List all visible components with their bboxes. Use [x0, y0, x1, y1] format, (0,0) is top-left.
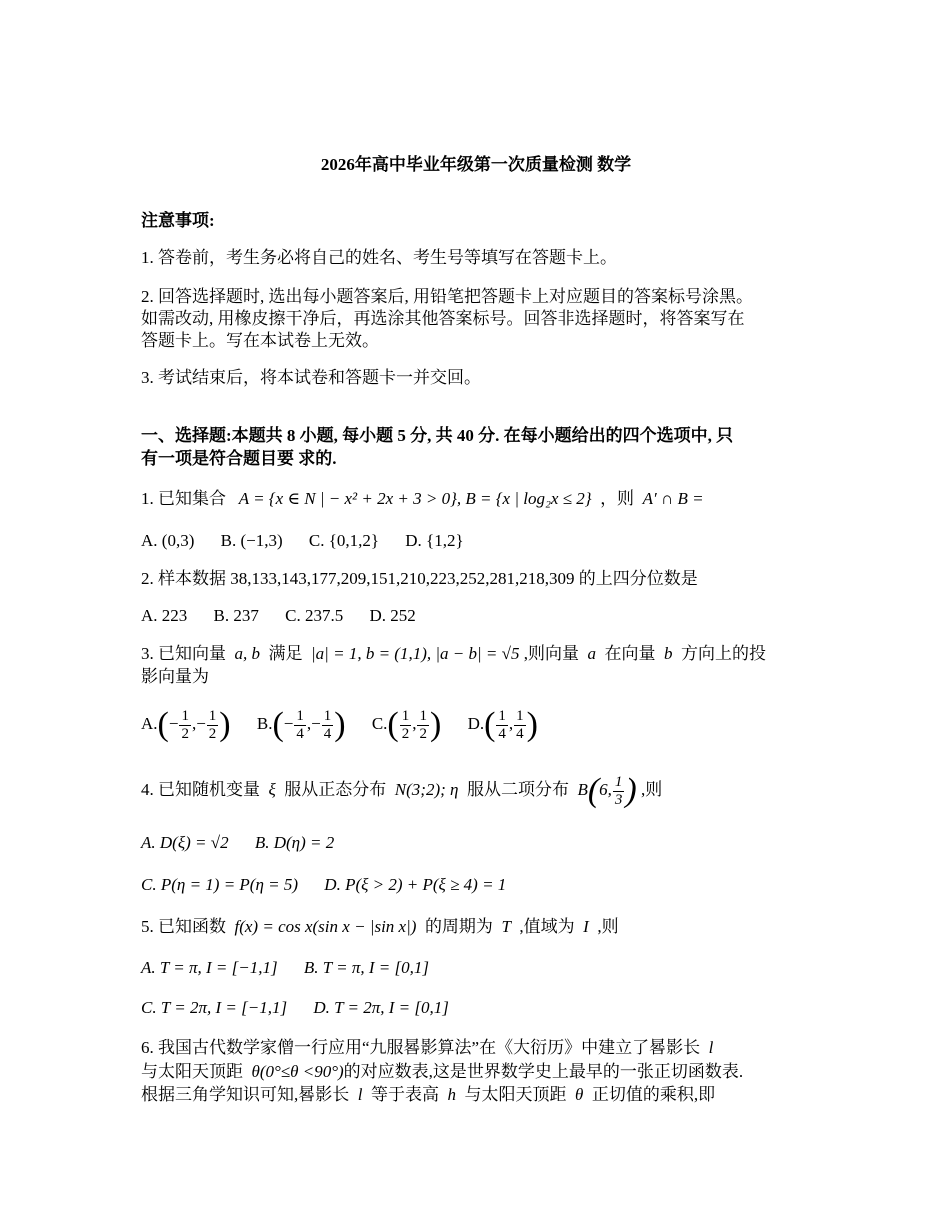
notice-item-3: 3. 考试结束后，将本试卷和答题卡一并交回。: [141, 368, 481, 387]
q2-option-a[interactable]: A. 223: [141, 606, 188, 625]
q1-expr: A′ ∩ B =: [642, 489, 704, 508]
section-heading-line-2: 有一项是符合题目要 求的.: [141, 449, 337, 468]
q4-binom: B(6, $\frac{1}{3}$ ): [577, 772, 637, 810]
q3-option-c[interactable]: C.( $\frac{1}{2}$ , $\frac{1}{2}$ ): [371, 706, 442, 744]
q4-option-a[interactable]: A. D(ξ) = √2: [141, 833, 229, 852]
q1-option-a[interactable]: A. (0,3): [141, 531, 195, 550]
q6-line-3-l: l: [357, 1085, 363, 1104]
q5-function: f(x) = cos x(sin x − |sin x|): [234, 917, 417, 936]
q6-line-2a: 与太阳天顶距: [141, 1062, 243, 1081]
q6-line-3a: 根据三角学知识可知,晷影长: [141, 1085, 350, 1104]
q3-option-a-label: A.: [141, 714, 158, 733]
notice-item-2-line-2: 如需改动, 用橡皮擦干净后，再选涂其他答案标号。回答非选择题时，将答案写在: [141, 309, 745, 328]
q4-prefix: 4. 已知随机变量: [141, 780, 260, 799]
q5-t1: 的周期为: [424, 917, 493, 936]
q2-option-c[interactable]: C. 237.5: [285, 606, 344, 625]
q5-option-d[interactable]: D. T = 2π, I = [0,1]: [313, 998, 449, 1017]
q1-option-c[interactable]: C. {0,1,2}: [308, 531, 380, 550]
question-3-options: [141, 702, 560, 746]
q3-option-a[interactable]: A.(− $\frac{1}{2}$ ,− $\frac{1}{2}$ ): [141, 706, 231, 744]
q3-t1: 满足: [268, 644, 303, 663]
question-2-options: [141, 605, 438, 627]
q5-I: I: [583, 917, 589, 936]
notice-item-2-line-1: 2. 回答选择题时, 选出每小题答案后, 用铅笔把答题卡上对应题目的答案标号涂黑。: [141, 287, 753, 306]
q3-option-d-label: D.: [467, 714, 485, 733]
question-1-stem: [141, 488, 704, 510]
q3-option-d[interactable]: D.( $\frac{1}{4}$ , $\frac{1}{4}$ ): [467, 706, 538, 744]
q5-t2: ,值域为: [519, 917, 575, 936]
question-3-stem: [141, 643, 766, 665]
q3-option-c-label: C.: [371, 714, 388, 733]
q5-option-c[interactable]: C. T = 2π, I = [−1,1]: [141, 998, 288, 1017]
question-4-options-row-2: [141, 874, 528, 896]
q6-line-3b: 等于表高: [370, 1085, 439, 1104]
q3-condition: |a| = 1, b = (1,1), |a − b| = √5: [311, 644, 520, 663]
notice-heading: 注意事项:: [141, 211, 215, 230]
q3-a: a: [587, 644, 596, 663]
q1-set-b: , B = {x | log₂x ≤ 2}: [456, 489, 592, 508]
q6-line-1-text: 6. 我国古代数学家僧一行应用“九服晷影算法”在《大衍历》中建立了晷影长: [141, 1038, 701, 1057]
q6-line-3-h: h: [447, 1085, 456, 1104]
question-1-options: [141, 530, 486, 552]
page-title: 2026年高中毕业年级第一次质量检测 数学: [320, 155, 632, 174]
question-6-line-1: [141, 1037, 713, 1059]
q5-option-b[interactable]: B. T = π, I = [0,1]: [303, 958, 429, 977]
q1-option-d[interactable]: D. {1,2}: [405, 531, 464, 550]
q4-option-c[interactable]: C. P(η = 1) = P(η = 5): [141, 875, 299, 894]
q6-line-3d: 正切值的乘积,即: [591, 1085, 716, 1104]
question-3-stem-line-2: 影向量为: [141, 667, 209, 686]
notice-item-2-line-3: 答题卡上。写在本试卷上无效。: [141, 331, 379, 350]
q2-option-d[interactable]: D. 252: [369, 606, 416, 625]
q4-option-d[interactable]: D. P(ξ > 2) + P(ξ ≥ 4) = 1: [324, 875, 507, 894]
q5-prefix: 5. 已知函数: [141, 917, 226, 936]
q5-t3: ,则: [597, 917, 619, 936]
q1-mid: ，则: [600, 489, 635, 508]
q3-t4: 方向上的投: [680, 644, 766, 663]
q3-vars: a, b: [234, 644, 260, 663]
q3-prefix: 3. 已知向量: [141, 644, 226, 663]
q5-T: T: [501, 917, 511, 936]
question-6-line-3: [141, 1084, 715, 1106]
q3-option-b-label: B.: [256, 714, 273, 733]
q4-t1: 服从正态分布: [284, 780, 387, 799]
q4-xi: ξ: [268, 780, 276, 799]
q4-t2: 服从二项分布: [466, 780, 569, 799]
q3-t3: 在向量: [604, 644, 656, 663]
question-5-stem: [141, 916, 619, 938]
q4-option-b[interactable]: B. D(η) = 2: [254, 833, 335, 852]
question-5-options-row-2: [141, 997, 471, 1019]
q6-line-2b: 的对应数表,这是世界数学史上最早的一张正切函数表.: [343, 1062, 744, 1081]
q4-normal: N(3;2); η: [394, 780, 459, 799]
q2-option-b[interactable]: B. 237: [213, 606, 259, 625]
q3-t2: ,则向量: [523, 644, 579, 663]
question-4-stem: [141, 768, 662, 812]
section-heading-line-1: 一、选择题:本题共 8 小题, 每小题 5 分, 共 40 分. 在每小题给出的四个选项中, 只: [141, 426, 734, 445]
q5-option-a[interactable]: A. T = π, I = [−1,1]: [141, 958, 278, 977]
q6-theta-range: θ(0°≤θ <90°): [251, 1062, 344, 1081]
q6-line-3c: 与太阳天顶距: [464, 1085, 567, 1104]
q1-prefix: 1. 已知集合: [141, 489, 226, 508]
question-4-options-row-1: [141, 832, 356, 854]
notice-item-1: 1. 答卷前，考生务必将自己的姓名、考生号等填写在答题卡上。: [141, 248, 617, 267]
q1-option-b[interactable]: B. (−1,3): [220, 531, 283, 550]
question-6-line-2: [141, 1061, 743, 1083]
q1-set-a: A = {x ∈ N | − x² + 2x + 3 > 0}: [238, 489, 457, 508]
question-2-stem: 2. 样本数据 38,133,143,177,209,151,210,223,252,281,218,309 的上四分位数是: [141, 569, 698, 588]
q3-option-b[interactable]: B.(− $\frac{1}{4}$ ,− $\frac{1}{4}$ ): [256, 706, 346, 744]
q4-t3: ,则: [641, 780, 663, 799]
q6-line-3-theta: θ: [574, 1085, 584, 1104]
q6-var-l: l: [708, 1038, 714, 1057]
q3-b: b: [663, 644, 673, 663]
question-5-options-row-1: [141, 957, 451, 979]
